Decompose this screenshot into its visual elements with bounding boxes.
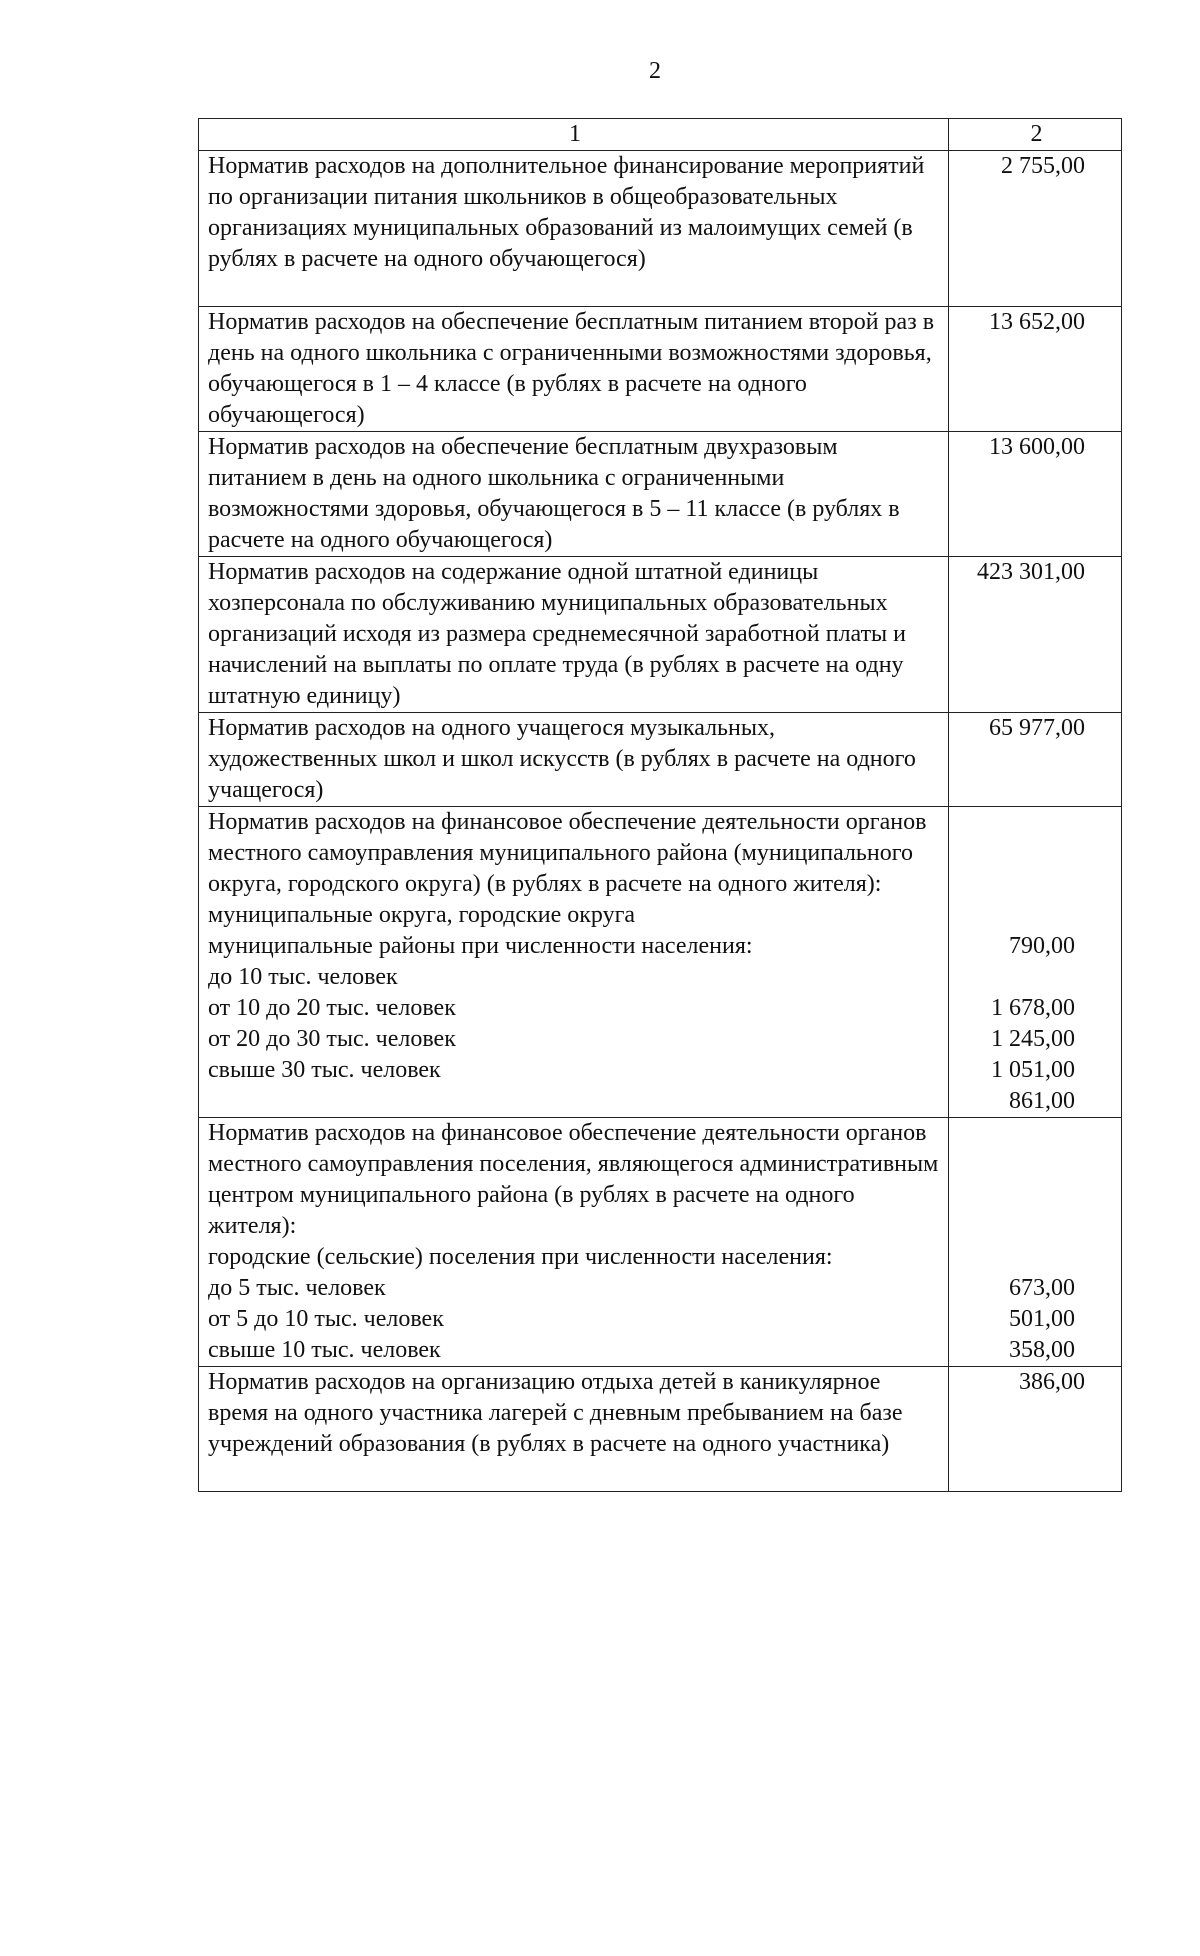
norm-value: 1 678,00 [991, 995, 1075, 1021]
sub-label: от 5 до 10 тыс. человек [208, 1306, 444, 1332]
sub-label: от 10 до 20 тыс. человек [208, 995, 456, 1021]
norm-value: 861,00 [1009, 1088, 1075, 1114]
norm-value: 790,00 [1009, 933, 1075, 959]
norm-value: 501,00 [1009, 1306, 1075, 1332]
norm-description: Норматив расходов на финансовое обеспечение деятельности органов местного самоуправления муниципального района (муниципального округа, городского округа) (в рублях в расчете на одного жителя): [208, 809, 927, 897]
sub-label: муниципальные районы при численности населения: [208, 933, 753, 959]
norm-value [958, 962, 1115, 993]
table-row [199, 307, 1122, 432]
norm-values [949, 807, 1122, 1118]
norm-value [958, 1242, 1115, 1273]
norm-value: 386,00 [949, 1367, 1122, 1492]
sub-label: до 10 тыс. человек [208, 964, 398, 990]
sub-label: от 20 до 30 тыс. человек [208, 1026, 456, 1052]
table-row [199, 557, 1122, 713]
table-header-row [199, 119, 1122, 151]
norm-value: 13 600,00 [949, 432, 1122, 557]
sub-label: свыше 30 тыс. человек [208, 1057, 441, 1083]
norm-description-group [199, 807, 949, 1118]
norm-description: Норматив расходов на содержание одной штатной единицы хозперсонала по обслуживанию муниципальных образовательных организаций исходя из размера среднемесячной заработной платы и начислений на выплаты по оплате труда (в рублях в расчете на одну штатную единицу) [199, 557, 949, 713]
norm-value: 358,00 [1009, 1337, 1075, 1363]
norm-value: 1 245,00 [991, 1026, 1075, 1052]
table-row [199, 1118, 1122, 1367]
page-number: 2 [649, 58, 661, 84]
norm-description: Норматив расходов на финансовое обеспечение деятельности органов местного самоуправления поселения, являющегося административным центром муниципального района (в рублях в расчете на одного жителя): [208, 1120, 939, 1239]
norm-values [949, 1118, 1122, 1367]
column-header: 2 [949, 119, 1122, 151]
sub-label: муниципальные округа, городские округа [208, 902, 636, 928]
norm-description-group [199, 1118, 949, 1367]
table-row [199, 807, 1122, 1118]
norm-description: Норматив расходов на организацию отдыха детей в каникулярное время на одного участника лагерей с дневным пребыванием на базе учреждений образования (в рублях в расчете на одного участника) [199, 1367, 949, 1492]
norm-value: 65 977,00 [949, 713, 1122, 807]
norm-description: Норматив расходов на дополнительное финансирование мероприятий по организации питания школьников в общеобразовательных организациях муниципальных образований из малоимущих семей (в рублях в расчете на одного обучающегося) [199, 151, 949, 307]
norm-value: 2 755,00 [949, 151, 1122, 307]
table-row [199, 713, 1122, 807]
norms-table [198, 118, 1122, 1492]
table-row [199, 1367, 1122, 1492]
table-row [199, 432, 1122, 557]
norm-value: 1 051,00 [991, 1057, 1075, 1083]
norm-description: Норматив расходов на одного учащегося музыкальных, художественных школ и школ искусств (в рублях в расчете на одного учащегося) [199, 713, 949, 807]
norm-value: 673,00 [1009, 1275, 1075, 1301]
norm-description: Норматив расходов на обеспечение бесплатным питанием второй раз в день на одного школьника с ограниченными возможностями здоровья, обучающегося в 1 – 4 классе (в рублях в расчете на одного обучающегося) [199, 307, 949, 432]
table-row [199, 151, 1122, 307]
norm-value: 423 301,00 [949, 557, 1122, 713]
column-header: 1 [199, 119, 949, 151]
norm-value: 13 652,00 [949, 307, 1122, 432]
sub-label: городские (сельские) поселения при численности населения: [208, 1244, 833, 1270]
norm-description: Норматив расходов на обеспечение бесплатным двухразовым питанием в день на одного школьника с ограниченными возможностями здоровья, обучающегося в 5 – 11 классе (в рублях в расчете на одного обучающегося) [199, 432, 949, 557]
sub-label: свыше 10 тыс. человек [208, 1337, 441, 1363]
sub-label: до 5 тыс. человек [208, 1275, 386, 1301]
